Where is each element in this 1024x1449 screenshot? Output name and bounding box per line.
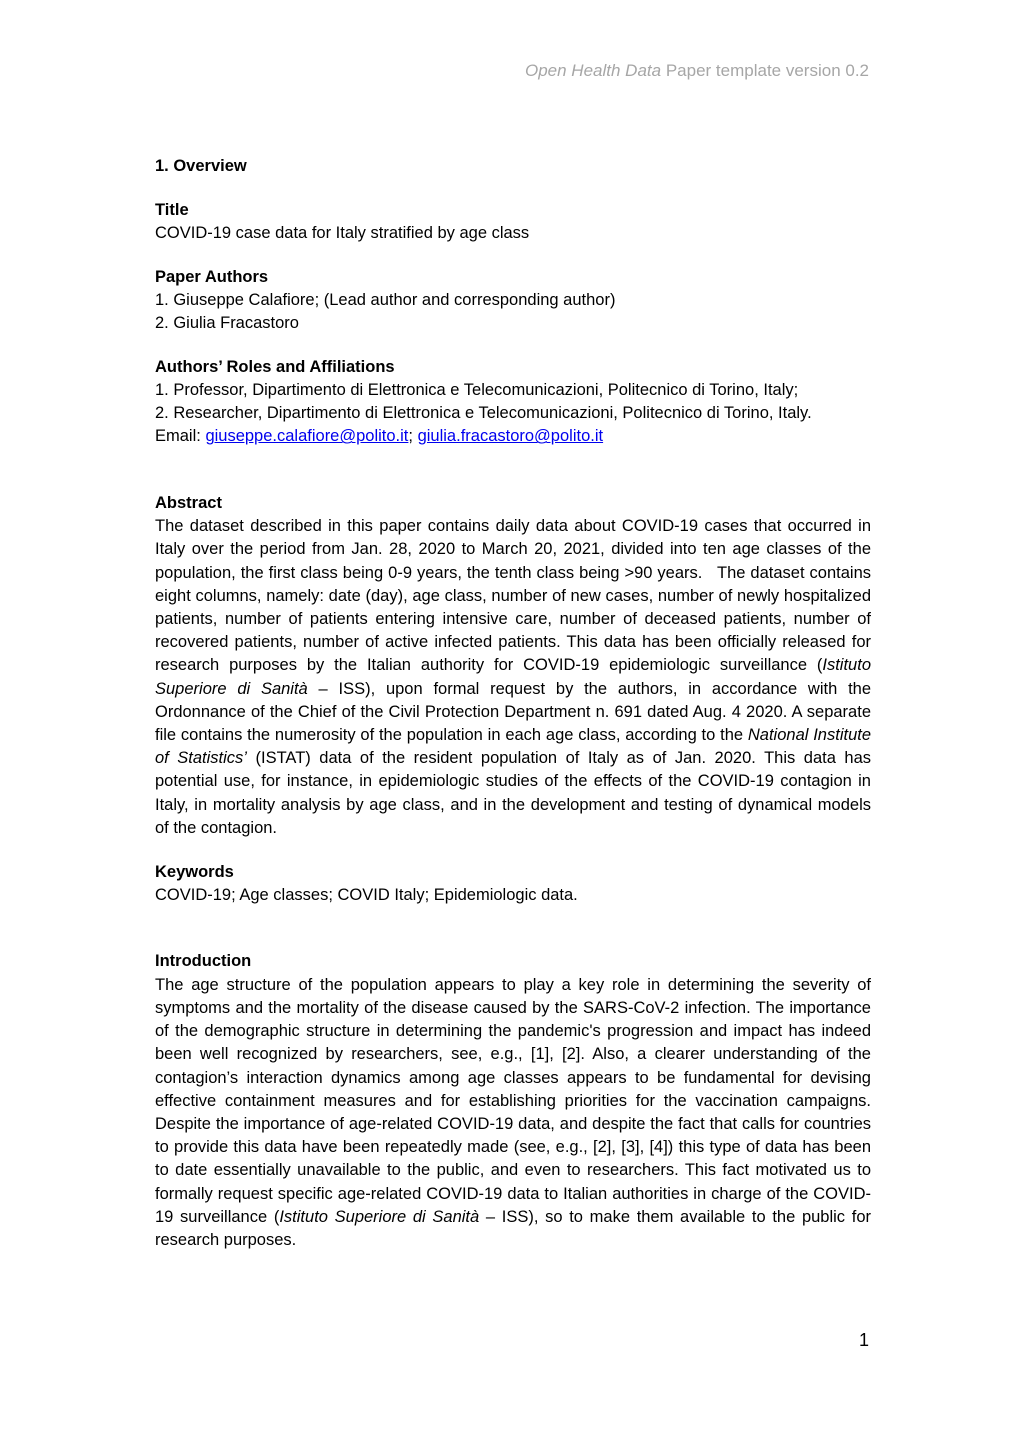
page-number: 1 [858, 1330, 869, 1350]
abstract-text [155, 515, 871, 840]
role-2: 2. Researcher, Dipartimento di Elettronica e Telecomunicazioni, Politecnico di Torino, Italy. [155, 404, 812, 423]
keywords-heading: Keywords [155, 862, 234, 881]
running-header [525, 61, 869, 81]
introduction-part-1: The age structure of the population appears to play a key role in determining the severity of symptoms and the mortality of the disease caused by the SARS-CoV-2 infection. The importance of the demographic structure in determining the pandemic's progression and impact has indeed been well recognized by researchers, see, e.g., [1], [2]. Also, a clearer understanding of the contagion’s interaction dynamics among age classes appears to be fundamental for devising effective containment measures and for establishing priorities for the vaccination campaigns. Despite the importance of age-related COVID-19 data, and despite the fact that calls for countries to provide this data have been repeatedly made (see, e.g., [2], [3], [4]) this type of data has been to date essentially unavailable to the public, and even to researchers. This fact motivated us to formally request specific age-related COVID-19 data to Italian authorities in charge of the COVID-19 surveillance ( [155, 975, 871, 1226]
journal-name: Open Health Data [525, 61, 662, 80]
introduction-text [155, 974, 871, 1252]
email-line [155, 425, 871, 448]
title-heading: Title [155, 200, 189, 219]
paper-title: COVID-19 case data for Italy stratified by age class [155, 223, 530, 242]
abstract-istat-name: National Institute of Statistics’ [155, 726, 871, 768]
email-link-fracastoro[interactable]: giulia.fracastoro@polito.it [417, 427, 604, 446]
abstract-part-3: (ISTAT) data of the resident population of Italy as of Jan. 2020. This data has potential use, for instance, in epidemiologic studies of the effects of the COVID-19 contagion in Italy, in mortality analysis by age class, and in the development and testing of dynamical models of the contagion. [155, 749, 871, 837]
email-separator: ; [408, 427, 418, 446]
email-link-calafiore[interactable]: giuseppe.calafiore@polito.it [205, 427, 409, 446]
roles-heading: Authors’ Roles and Affiliations [155, 357, 395, 376]
role-1: 1. Professor, Dipartimento di Elettronica e Telecomunicazioni, Politecnico di Torino, Italy; [155, 380, 799, 399]
abstract-part-2: – ISS), upon formal request by the authors, in accordance with the Ordonnance of the Chief of the Civil Protection Department n. 691 dated Aug. 4 2020. A separate file contains the numerosity of the population in each age class, according to the [155, 679, 872, 745]
author-2: 2. Giulia Fracastoro [155, 314, 299, 333]
abstract-heading: Abstract [155, 494, 222, 513]
section-heading-overview: 1. Overview [155, 157, 247, 175]
introduction-iss-name: Istituto Superiore di Sanità [279, 1207, 480, 1226]
paper-content [155, 155, 871, 1252]
template-version: Paper template version 0.2 [665, 61, 869, 80]
email-label: Email: [155, 427, 206, 446]
keywords-text: COVID-19; Age classes; COVID Italy; Epidemiologic data. [155, 885, 578, 904]
introduction-part-2: – ISS), so to make them available to the public for research purposes. [155, 1207, 871, 1249]
abstract-iss-name: Istituto Superiore di Sanità [155, 656, 871, 698]
abstract-part-1: The dataset described in this paper contains daily data about COVID-19 cases that occurred in Italy over the period from Jan. 28, 2020 to March 20, 2021, divided into ten age classes of the population, the first class being 0-9 years, the tenth class being >90 years. The dataset contains eight columns, namely: date (day), age class, number of new cases, number of newly hospitalized patients, number of patients entering intensive care, number of deceased patients, number of recovered patients, number of active infected patients. This data has been officially released for research purposes by the Italian authority for COVID-19 epidemiologic surveillance ( [155, 517, 871, 675]
introduction-heading: Introduction [155, 952, 252, 971]
authors-heading: Paper Authors [155, 267, 269, 286]
author-1: 1. Giuseppe Calafiore; (Lead author and corresponding author) [155, 290, 616, 309]
